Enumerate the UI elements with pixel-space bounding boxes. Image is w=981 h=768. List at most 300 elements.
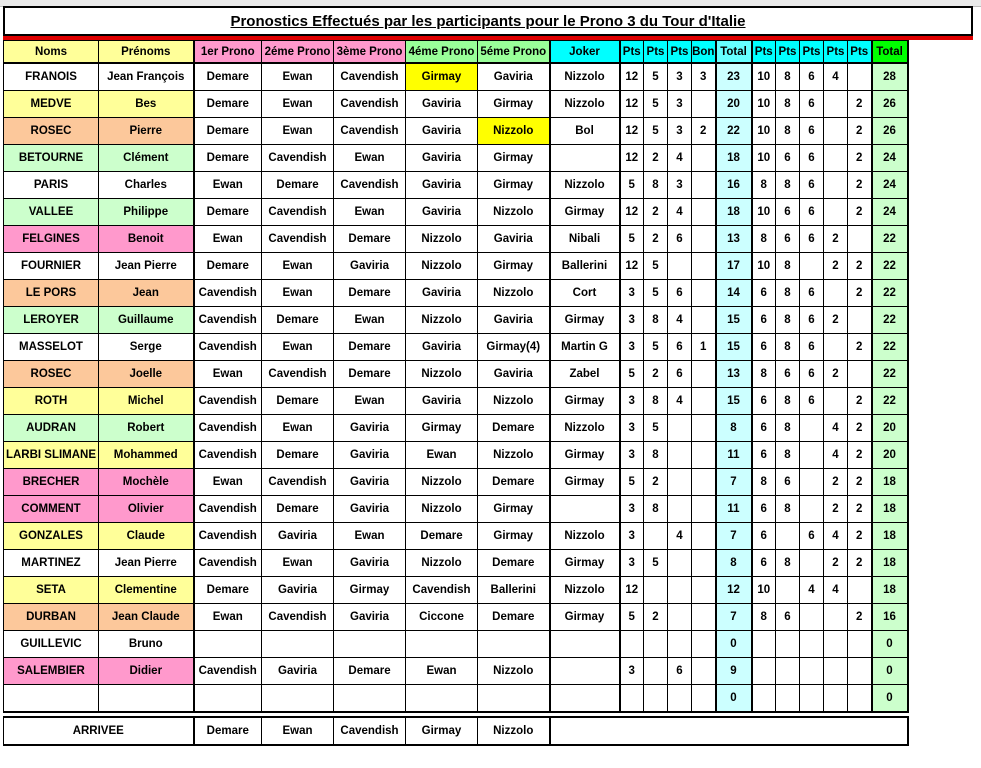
data-cell[interactable]: 3 — [620, 280, 644, 307]
data-cell[interactable]: Nizzolo — [550, 172, 620, 199]
data-cell[interactable]: 2 — [848, 523, 872, 550]
data-cell[interactable]: Demare — [334, 361, 406, 388]
data-cell[interactable]: 3 — [668, 63, 692, 91]
data-cell[interactable]: Demare — [334, 334, 406, 361]
data-cell[interactable] — [800, 658, 824, 685]
data-cell[interactable] — [752, 631, 776, 658]
data-cell[interactable]: Ewan — [262, 253, 334, 280]
data-cell[interactable]: Gaviria — [478, 307, 550, 334]
data-cell[interactable]: 6 — [668, 361, 692, 388]
arrivee-empty-cell[interactable] — [550, 717, 908, 745]
data-cell[interactable]: Demare — [194, 91, 262, 118]
data-cell[interactable]: Cavendish — [262, 145, 334, 172]
data-cell[interactable] — [800, 631, 824, 658]
data-cell[interactable]: 3 — [620, 415, 644, 442]
data-cell[interactable]: 6 — [752, 280, 776, 307]
data-cell[interactable] — [668, 685, 692, 713]
data-cell[interactable]: Nizzolo — [406, 253, 478, 280]
data-cell[interactable]: Girmay — [478, 253, 550, 280]
data-cell[interactable]: Demare — [334, 280, 406, 307]
data-cell[interactable]: 3 — [620, 523, 644, 550]
total-cell[interactable]: 22 — [872, 253, 908, 280]
participant-firstname-cell[interactable]: Mochèle — [99, 469, 194, 496]
data-cell[interactable] — [848, 307, 872, 334]
participant-name-cell[interactable]: MASSELOT — [4, 334, 99, 361]
data-cell[interactable] — [824, 280, 848, 307]
total-cell[interactable]: 18 — [872, 577, 908, 604]
data-cell[interactable]: Nizzolo — [478, 388, 550, 415]
total-cell[interactable]: 24 — [872, 145, 908, 172]
data-cell[interactable]: Nizzolo — [550, 523, 620, 550]
data-cell[interactable]: Nizzolo — [406, 496, 478, 523]
participant-name-cell[interactable]: ROSEC — [4, 361, 99, 388]
data-cell[interactable]: 12 — [620, 145, 644, 172]
data-cell[interactable]: Demare — [194, 253, 262, 280]
data-cell[interactable]: Girmay — [478, 496, 550, 523]
data-cell[interactable]: 10 — [752, 63, 776, 91]
data-cell[interactable]: 8 — [752, 226, 776, 253]
total-cell[interactable]: 20 — [872, 415, 908, 442]
data-cell[interactable]: Ewan — [194, 172, 262, 199]
participant-firstname-cell[interactable]: Joelle — [99, 361, 194, 388]
data-cell[interactable] — [668, 469, 692, 496]
data-cell[interactable] — [668, 415, 692, 442]
data-cell[interactable]: Cavendish — [262, 469, 334, 496]
arrivee-result-cell[interactable]: Girmay — [406, 717, 478, 745]
data-cell[interactable]: 8 — [776, 118, 800, 145]
data-cell[interactable]: Gaviria — [334, 253, 406, 280]
data-cell[interactable]: Cort — [550, 280, 620, 307]
data-cell[interactable]: 4 — [668, 523, 692, 550]
data-cell[interactable]: 3 — [620, 658, 644, 685]
total-cell[interactable]: 26 — [872, 91, 908, 118]
data-cell[interactable]: 3 — [620, 334, 644, 361]
data-cell[interactable]: Demare — [478, 604, 550, 631]
data-cell[interactable]: Demare — [478, 469, 550, 496]
participant-name-cell[interactable]: VALLEE — [4, 199, 99, 226]
data-cell[interactable]: 6 — [776, 604, 800, 631]
header-cell[interactable]: Pts — [752, 41, 776, 64]
data-cell[interactable]: 4 — [824, 523, 848, 550]
participant-firstname-cell[interactable]: Didier — [99, 658, 194, 685]
data-cell[interactable]: 2 — [848, 550, 872, 577]
data-cell[interactable]: 3 — [620, 496, 644, 523]
participant-name-cell[interactable]: COMMENT — [4, 496, 99, 523]
total-cell[interactable]: 9 — [716, 658, 752, 685]
data-cell[interactable] — [752, 658, 776, 685]
data-cell[interactable] — [692, 145, 716, 172]
data-cell[interactable]: 8 — [752, 469, 776, 496]
data-cell[interactable]: 2 — [848, 91, 872, 118]
data-cell[interactable]: 2 — [848, 118, 872, 145]
data-cell[interactable]: 8 — [644, 496, 668, 523]
data-cell[interactable]: 8 — [776, 307, 800, 334]
participant-firstname-cell[interactable]: Clementine — [99, 577, 194, 604]
header-cell[interactable]: Prénoms — [99, 41, 194, 64]
total-cell[interactable]: 23 — [716, 63, 752, 91]
participant-name-cell[interactable]: BETOURNE — [4, 145, 99, 172]
data-cell[interactable]: 6 — [800, 63, 824, 91]
total-cell[interactable]: 8 — [716, 550, 752, 577]
data-cell[interactable]: 2 — [848, 172, 872, 199]
data-cell[interactable]: 8 — [776, 334, 800, 361]
data-cell[interactable]: Girmay — [406, 63, 478, 91]
total-cell[interactable]: 11 — [716, 442, 752, 469]
data-cell[interactable]: 5 — [620, 469, 644, 496]
data-cell[interactable]: 10 — [752, 91, 776, 118]
data-cell[interactable] — [692, 172, 716, 199]
data-cell[interactable]: 8 — [776, 496, 800, 523]
total-cell[interactable]: 22 — [716, 118, 752, 145]
data-cell[interactable]: Gaviria — [262, 658, 334, 685]
data-cell[interactable]: Girmay — [550, 199, 620, 226]
data-cell[interactable]: 8 — [776, 253, 800, 280]
data-cell[interactable]: 2 — [824, 550, 848, 577]
data-cell[interactable] — [692, 361, 716, 388]
total-cell[interactable]: 15 — [716, 307, 752, 334]
participant-firstname-cell[interactable]: Guillaume — [99, 307, 194, 334]
data-cell[interactable]: 6 — [800, 145, 824, 172]
header-cell[interactable]: Pts — [776, 41, 800, 64]
data-cell[interactable]: Girmay — [334, 577, 406, 604]
participant-name-cell[interactable]: AUDRAN — [4, 415, 99, 442]
data-cell[interactable]: 2 — [848, 334, 872, 361]
total-cell[interactable]: 18 — [872, 496, 908, 523]
data-cell[interactable]: Demare — [478, 550, 550, 577]
data-cell[interactable]: 3 — [620, 442, 644, 469]
total-cell[interactable]: 28 — [872, 63, 908, 91]
data-cell[interactable]: Demare — [334, 658, 406, 685]
data-cell[interactable] — [668, 631, 692, 658]
data-cell[interactable]: 6 — [668, 334, 692, 361]
total-cell[interactable]: 7 — [716, 523, 752, 550]
data-cell[interactable] — [262, 631, 334, 658]
data-cell[interactable]: Ewan — [262, 118, 334, 145]
data-cell[interactable]: Nizzolo — [550, 577, 620, 604]
data-cell[interactable]: Ewan — [262, 334, 334, 361]
data-cell[interactable]: 2 — [848, 415, 872, 442]
data-cell[interactable]: Nizzolo — [406, 307, 478, 334]
header-cell[interactable]: Total — [716, 41, 752, 64]
participant-firstname-cell[interactable]: Clément — [99, 145, 194, 172]
arrivee-result-cell[interactable]: Ewan — [262, 717, 334, 745]
data-cell[interactable]: Cavendish — [194, 550, 262, 577]
participant-firstname-cell[interactable]: Pierre — [99, 118, 194, 145]
header-cell[interactable]: Joker — [550, 41, 620, 64]
data-cell[interactable]: 3 — [668, 91, 692, 118]
data-cell[interactable]: 2 — [644, 604, 668, 631]
data-cell[interactable]: 6 — [668, 658, 692, 685]
data-cell[interactable]: 10 — [752, 253, 776, 280]
total-cell[interactable]: 7 — [716, 604, 752, 631]
data-cell[interactable]: Cavendish — [334, 63, 406, 91]
data-cell[interactable] — [824, 604, 848, 631]
data-cell[interactable]: Gaviria — [334, 496, 406, 523]
data-cell[interactable] — [692, 604, 716, 631]
data-cell[interactable] — [824, 91, 848, 118]
data-cell[interactable]: 2 — [848, 253, 872, 280]
data-cell[interactable] — [692, 685, 716, 713]
total-cell[interactable]: 0 — [716, 685, 752, 713]
data-cell[interactable]: 5 — [620, 361, 644, 388]
total-cell[interactable]: 18 — [872, 550, 908, 577]
total-cell[interactable]: 22 — [872, 388, 908, 415]
data-cell[interactable]: 8 — [644, 388, 668, 415]
data-cell[interactable]: 4 — [668, 388, 692, 415]
data-cell[interactable]: Girmay — [478, 523, 550, 550]
data-cell[interactable]: Gaviria — [478, 63, 550, 91]
data-cell[interactable]: 5 — [644, 280, 668, 307]
data-cell[interactable]: 6 — [800, 523, 824, 550]
data-cell[interactable]: 8 — [776, 172, 800, 199]
participant-firstname-cell[interactable]: Bes — [99, 91, 194, 118]
data-cell[interactable]: 8 — [776, 550, 800, 577]
header-cell[interactable]: 2éme Prono — [262, 41, 334, 64]
data-cell[interactable]: Gaviria — [406, 280, 478, 307]
data-cell[interactable]: 4 — [800, 577, 824, 604]
data-cell[interactable] — [550, 145, 620, 172]
data-cell[interactable] — [776, 523, 800, 550]
data-cell[interactable] — [824, 118, 848, 145]
data-cell[interactable]: Cavendish — [194, 496, 262, 523]
data-cell[interactable]: 6 — [800, 172, 824, 199]
data-cell[interactable]: Demare — [406, 523, 478, 550]
data-cell[interactable]: 10 — [752, 199, 776, 226]
data-cell[interactable]: Ewan — [262, 415, 334, 442]
data-cell[interactable] — [800, 442, 824, 469]
total-cell[interactable]: 0 — [872, 658, 908, 685]
arrivee-label-cell[interactable]: ARRIVEE — [4, 717, 194, 745]
data-cell[interactable]: Nibali — [550, 226, 620, 253]
data-cell[interactable]: 6 — [668, 226, 692, 253]
data-cell[interactable] — [194, 685, 262, 713]
participant-firstname-cell[interactable]: Charles — [99, 172, 194, 199]
data-cell[interactable]: 5 — [644, 63, 668, 91]
data-cell[interactable] — [406, 685, 478, 713]
data-cell[interactable]: 6 — [752, 307, 776, 334]
data-cell[interactable] — [668, 604, 692, 631]
data-cell[interactable]: Girmay — [478, 145, 550, 172]
participant-name-cell[interactable]: FELGINES — [4, 226, 99, 253]
data-cell[interactable]: 5 — [620, 172, 644, 199]
participant-firstname-cell[interactable] — [99, 685, 194, 713]
total-cell[interactable]: 18 — [872, 523, 908, 550]
data-cell[interactable]: 5 — [644, 550, 668, 577]
data-cell[interactable]: 6 — [776, 361, 800, 388]
data-cell[interactable]: Gaviria — [406, 145, 478, 172]
data-cell[interactable] — [800, 496, 824, 523]
data-cell[interactable]: 6 — [668, 280, 692, 307]
data-cell[interactable]: 6 — [800, 334, 824, 361]
data-cell[interactable]: 8 — [752, 172, 776, 199]
data-cell[interactable]: Ewan — [262, 550, 334, 577]
data-cell[interactable]: Cavendish — [194, 442, 262, 469]
data-cell[interactable]: Ewan — [194, 226, 262, 253]
data-cell[interactable]: 10 — [752, 118, 776, 145]
total-cell[interactable]: 15 — [716, 388, 752, 415]
data-cell[interactable]: 6 — [776, 469, 800, 496]
data-cell[interactable]: 2 — [848, 199, 872, 226]
header-cell[interactable]: Bon — [692, 41, 716, 64]
total-cell[interactable]: 24 — [872, 172, 908, 199]
data-cell[interactable]: Girmay — [550, 442, 620, 469]
data-cell[interactable]: 6 — [752, 415, 776, 442]
data-cell[interactable] — [800, 253, 824, 280]
data-cell[interactable]: Girmay — [550, 604, 620, 631]
data-cell[interactable]: Bol — [550, 118, 620, 145]
participant-firstname-cell[interactable]: Robert — [99, 415, 194, 442]
data-cell[interactable] — [262, 685, 334, 713]
data-cell[interactable] — [692, 496, 716, 523]
participant-name-cell[interactable]: PARIS — [4, 172, 99, 199]
data-cell[interactable] — [692, 469, 716, 496]
data-cell[interactable] — [692, 91, 716, 118]
data-cell[interactable]: Ciccone — [406, 604, 478, 631]
participant-firstname-cell[interactable]: Jean Pierre — [99, 550, 194, 577]
data-cell[interactable]: Demare — [334, 226, 406, 253]
data-cell[interactable]: Girmay — [550, 550, 620, 577]
data-cell[interactable]: Girmay — [550, 307, 620, 334]
data-cell[interactable] — [848, 658, 872, 685]
data-cell[interactable]: Gaviria — [262, 523, 334, 550]
data-cell[interactable] — [848, 361, 872, 388]
header-cell[interactable]: 4éme Prono — [406, 41, 478, 64]
data-cell[interactable] — [550, 496, 620, 523]
participant-name-cell[interactable]: GUILLEVIC — [4, 631, 99, 658]
data-cell[interactable]: 4 — [824, 442, 848, 469]
data-cell[interactable]: 10 — [752, 577, 776, 604]
data-cell[interactable]: Martin G — [550, 334, 620, 361]
data-cell[interactable]: Demare — [194, 145, 262, 172]
data-cell[interactable]: 8 — [776, 388, 800, 415]
data-cell[interactable]: 8 — [644, 172, 668, 199]
data-cell[interactable] — [644, 631, 668, 658]
data-cell[interactable] — [620, 631, 644, 658]
data-cell[interactable]: 6 — [752, 550, 776, 577]
participant-name-cell[interactable]: MEDVE — [4, 91, 99, 118]
data-cell[interactable]: Demare — [262, 172, 334, 199]
data-cell[interactable] — [824, 334, 848, 361]
data-cell[interactable]: 12 — [620, 577, 644, 604]
participant-name-cell[interactable]: LARBI SLIMANE — [4, 442, 99, 469]
data-cell[interactable]: Gaviria — [334, 550, 406, 577]
participant-name-cell[interactable]: ROTH — [4, 388, 99, 415]
data-cell[interactable]: 6 — [776, 226, 800, 253]
participant-name-cell[interactable]: FOURNIER — [4, 253, 99, 280]
participant-firstname-cell[interactable]: Benoit — [99, 226, 194, 253]
data-cell[interactable]: 12 — [620, 199, 644, 226]
data-cell[interactable]: 2 — [824, 361, 848, 388]
data-cell[interactable]: Gaviria — [334, 604, 406, 631]
data-cell[interactable]: 10 — [752, 145, 776, 172]
data-cell[interactable]: Gaviria — [262, 577, 334, 604]
participant-firstname-cell[interactable]: Olivier — [99, 496, 194, 523]
participant-firstname-cell[interactable]: Jean — [99, 280, 194, 307]
data-cell[interactable] — [668, 442, 692, 469]
data-cell[interactable]: 2 — [824, 496, 848, 523]
total-cell[interactable]: 0 — [872, 631, 908, 658]
data-cell[interactable]: Gaviria — [334, 415, 406, 442]
data-cell[interactable]: Demare — [194, 199, 262, 226]
data-cell[interactable] — [692, 199, 716, 226]
total-cell[interactable]: 16 — [716, 172, 752, 199]
data-cell[interactable]: 3 — [620, 307, 644, 334]
participant-firstname-cell[interactable]: Jean François — [99, 63, 194, 91]
data-cell[interactable]: Gaviria — [478, 361, 550, 388]
participant-firstname-cell[interactable]: Serge — [99, 334, 194, 361]
data-cell[interactable] — [824, 685, 848, 713]
data-cell[interactable] — [692, 253, 716, 280]
data-cell[interactable] — [644, 523, 668, 550]
data-cell[interactable]: Gaviria — [406, 334, 478, 361]
data-cell[interactable] — [478, 631, 550, 658]
data-cell[interactable]: Ewan — [334, 199, 406, 226]
data-cell[interactable]: Girmay — [478, 91, 550, 118]
data-cell[interactable] — [776, 658, 800, 685]
data-cell[interactable] — [824, 145, 848, 172]
data-cell[interactable] — [550, 685, 620, 713]
data-cell[interactable]: Cavendish — [262, 604, 334, 631]
total-cell[interactable]: 26 — [872, 118, 908, 145]
data-cell[interactable]: 2 — [644, 199, 668, 226]
data-cell[interactable] — [848, 685, 872, 713]
data-cell[interactable]: 6 — [800, 199, 824, 226]
data-cell[interactable]: 5 — [644, 415, 668, 442]
data-cell[interactable]: 4 — [668, 199, 692, 226]
data-cell[interactable]: 8 — [776, 442, 800, 469]
participant-name-cell[interactable]: ROSEC — [4, 118, 99, 145]
data-cell[interactable]: Nizzolo — [478, 658, 550, 685]
total-cell[interactable]: 22 — [872, 307, 908, 334]
data-cell[interactable] — [692, 658, 716, 685]
data-cell[interactable] — [824, 388, 848, 415]
total-cell[interactable]: 18 — [716, 145, 752, 172]
total-cell[interactable]: 8 — [716, 415, 752, 442]
data-cell[interactable] — [668, 253, 692, 280]
data-cell[interactable]: 8 — [776, 91, 800, 118]
data-cell[interactable]: Girmay(4) — [478, 334, 550, 361]
data-cell[interactable]: Demare — [262, 388, 334, 415]
data-cell[interactable]: Demare — [194, 63, 262, 91]
data-cell[interactable]: Nizzolo — [406, 469, 478, 496]
header-cell[interactable]: Pts — [800, 41, 824, 64]
data-cell[interactable] — [848, 226, 872, 253]
data-cell[interactable]: Nizzolo — [406, 550, 478, 577]
total-cell[interactable]: 16 — [872, 604, 908, 631]
data-cell[interactable] — [692, 442, 716, 469]
data-cell[interactable]: Nizzolo — [478, 280, 550, 307]
data-cell[interactable] — [194, 631, 262, 658]
data-cell[interactable]: 8 — [752, 361, 776, 388]
data-cell[interactable]: Cavendish — [194, 388, 262, 415]
data-cell[interactable]: Gaviria — [334, 442, 406, 469]
data-cell[interactable]: Cavendish — [194, 658, 262, 685]
participant-name-cell[interactable]: GONZALES — [4, 523, 99, 550]
data-cell[interactable] — [776, 577, 800, 604]
data-cell[interactable]: 8 — [644, 307, 668, 334]
data-cell[interactable]: Cavendish — [262, 361, 334, 388]
data-cell[interactable]: Gaviria — [478, 226, 550, 253]
sheet-title[interactable]: Pronostics Effectués par les participants pour le Prono 3 du Tour d'Italie — [3, 6, 973, 36]
participant-name-cell[interactable]: DURBAN — [4, 604, 99, 631]
data-cell[interactable] — [800, 415, 824, 442]
data-cell[interactable] — [776, 631, 800, 658]
participant-name-cell[interactable]: BRECHER — [4, 469, 99, 496]
data-cell[interactable]: 6 — [752, 388, 776, 415]
arrivee-result-cell[interactable]: Cavendish — [334, 717, 406, 745]
total-cell[interactable]: 15 — [716, 334, 752, 361]
data-cell[interactable]: 12 — [620, 118, 644, 145]
